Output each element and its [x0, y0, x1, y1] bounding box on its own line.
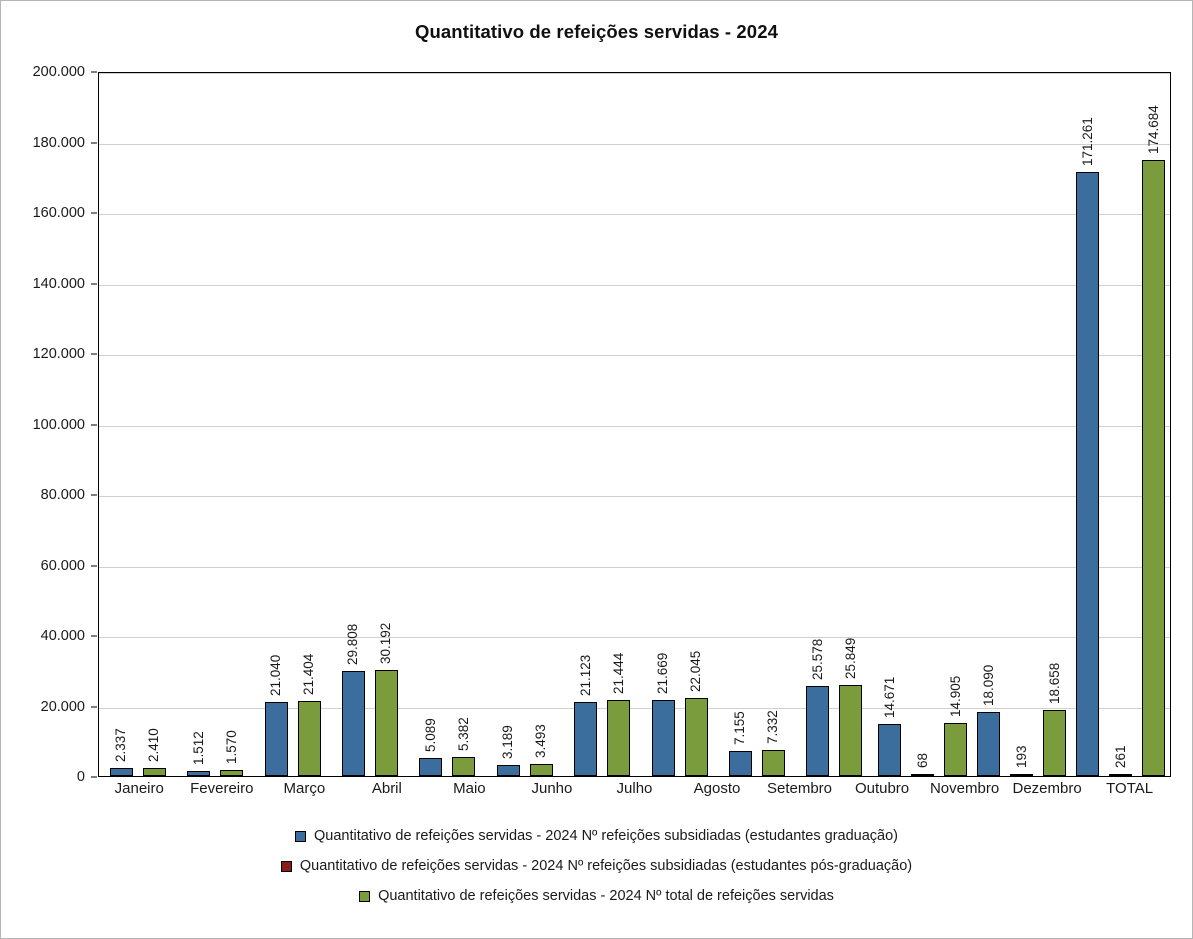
bar[interactable]	[806, 686, 829, 776]
bar[interactable]	[1109, 774, 1132, 776]
bar-item[interactable]	[911, 73, 934, 776]
x-axis-tick-label: TOTAL	[1106, 780, 1154, 797]
bar-item[interactable]	[652, 73, 675, 776]
bar-item[interactable]	[497, 73, 520, 776]
bar-value-label: 171.261	[1079, 117, 1095, 167]
x-axis-tick-label: Outubro	[854, 780, 910, 797]
bar-value-label: 7.155	[732, 710, 748, 745]
y-axis-tick-label: 60.000	[40, 557, 85, 574]
y-axis-tick-label: 200.000	[32, 64, 85, 80]
bar-item[interactable]	[878, 73, 901, 776]
bar-value-label: 3.493	[533, 723, 549, 758]
y-axis-tick-mark	[91, 777, 97, 778]
bar-item[interactable]	[1010, 73, 1033, 776]
bar-item[interactable]	[1076, 73, 1099, 776]
x-axis-tick-label: Janeiro	[114, 780, 164, 797]
bar[interactable]	[452, 757, 475, 776]
bar-value-label: 30.192	[378, 622, 394, 664]
bar-group	[718, 73, 795, 776]
y-axis-tick-label: 160.000	[32, 205, 85, 221]
bar-value-label: 21.669	[655, 652, 671, 694]
legend-swatch	[359, 891, 370, 902]
bar[interactable]	[1010, 774, 1033, 776]
bar-item[interactable]	[574, 73, 597, 776]
bar-value-label: 1.512	[190, 730, 206, 765]
bar-group	[99, 73, 176, 776]
y-axis-tick-mark	[91, 495, 97, 496]
bar-item[interactable]	[419, 73, 442, 776]
y-axis-tick-label: 80.000	[40, 487, 85, 503]
bar-value-label: 261	[1112, 745, 1128, 768]
x-axis-tick-label: Setembro	[766, 780, 833, 797]
bar-value-label: 174.684	[1145, 105, 1161, 155]
bar[interactable]	[574, 702, 597, 776]
legend-swatch	[281, 861, 292, 872]
bar[interactable]	[839, 685, 862, 776]
bar-item[interactable]	[729, 73, 752, 776]
bar[interactable]	[110, 768, 133, 776]
bar-group	[1071, 73, 1170, 776]
bar[interactable]	[1142, 160, 1165, 776]
x-axis-tick-label: Maio	[453, 780, 486, 797]
plot-area	[98, 72, 1171, 777]
y-axis-tick-label: 20.000	[40, 698, 85, 715]
bar-value-label: 68	[914, 752, 930, 768]
bar-value-label: 14.905	[947, 676, 963, 718]
bar-item[interactable]	[220, 73, 243, 776]
bar-item[interactable]	[375, 73, 398, 776]
bar[interactable]	[977, 712, 1000, 776]
bar-value-label: 2.337	[113, 727, 129, 762]
bar-item[interactable]	[977, 73, 1000, 776]
bar-item[interactable]	[685, 73, 708, 776]
bar-group	[486, 73, 563, 776]
x-axis-tick-label: Julho	[616, 780, 653, 797]
bar[interactable]	[878, 724, 901, 776]
bar-value-label: 21.040	[268, 654, 284, 696]
bar-item[interactable]	[607, 73, 630, 776]
y-axis-tick-mark	[91, 213, 97, 214]
bar-group	[254, 73, 331, 776]
bar[interactable]	[652, 700, 675, 776]
bar-group	[176, 73, 253, 776]
bar-value-label: 25.578	[809, 638, 825, 680]
bar-item[interactable]	[944, 73, 967, 776]
bar-value-label: 22.045	[688, 651, 704, 693]
y-axis-tick-label: 140.000	[32, 275, 85, 292]
y-axis-tick-label: 180.000	[32, 134, 85, 151]
bar-value-label: 14.671	[881, 677, 897, 719]
bar-value-label: 18.658	[1046, 662, 1062, 705]
x-axis-tick-label: Abril	[371, 780, 402, 797]
bar-item[interactable]	[1043, 73, 1066, 776]
bar[interactable]	[187, 771, 210, 776]
bar-group	[563, 73, 640, 776]
bar-group	[409, 73, 486, 776]
legend-item[interactable]	[1, 821, 1192, 851]
bar[interactable]	[1043, 710, 1066, 776]
y-axis	[1, 64, 93, 785]
bar-group	[641, 73, 718, 776]
bar-group	[796, 73, 873, 776]
y-axis-tick-mark	[91, 636, 97, 637]
y-axis-tick-mark	[91, 142, 97, 143]
bar[interactable]	[530, 764, 553, 776]
chart-legend	[1, 821, 1192, 911]
y-axis-tick-mark	[91, 354, 97, 355]
bar[interactable]	[265, 702, 288, 776]
bar-groups	[99, 73, 1170, 776]
bar-value-label: 1.570	[223, 730, 239, 765]
bar-value-label: 21.444	[610, 653, 626, 695]
y-axis-tick-mark	[91, 565, 97, 566]
bar-item[interactable]	[1142, 73, 1165, 776]
y-axis-tick-mark	[91, 72, 97, 73]
bar-value-label: 7.332	[765, 710, 781, 745]
bar-item[interactable]	[342, 73, 365, 776]
bar-item[interactable]	[530, 73, 553, 776]
bar[interactable]	[342, 671, 365, 776]
y-axis-tick-label: 0	[76, 769, 85, 785]
bar-value-label: 29.808	[345, 623, 361, 665]
bar[interactable]	[762, 750, 785, 776]
bar-value-label: 18.090	[980, 664, 996, 707]
bar-group	[972, 73, 1071, 776]
bar[interactable]	[419, 758, 442, 776]
y-axis-tick-mark	[91, 283, 97, 284]
x-axis-tick-label: Agosto	[693, 780, 741, 797]
x-axis-tick-label: Março	[283, 780, 326, 797]
bar-value-label: 2.410	[146, 727, 162, 762]
x-axis-tick-label: Fevereiro	[190, 780, 254, 797]
x-axis-tick-label: Novembro	[929, 780, 1000, 797]
x-axis	[98, 780, 1171, 810]
bar[interactable]	[944, 723, 967, 776]
bar[interactable]	[911, 774, 934, 776]
bar-item[interactable]	[187, 73, 210, 776]
bar-group	[331, 73, 408, 776]
bar-value-label: 5.382	[455, 717, 471, 752]
bar[interactable]	[607, 700, 630, 776]
bar[interactable]	[375, 670, 398, 776]
legend-swatch	[295, 831, 306, 842]
y-axis-tick-mark	[91, 424, 97, 425]
y-axis-tick-label: 120.000	[32, 346, 85, 362]
bar-item[interactable]	[110, 73, 133, 776]
bar-item[interactable]	[265, 73, 288, 776]
bar-value-label: 193	[1013, 745, 1029, 768]
bar-value-label: 5.089	[422, 718, 438, 753]
y-axis-tick-label: 100.000	[32, 416, 85, 433]
legend-label: Quantitativo de refeições servidas - 2024 Nº refeições subsidiadas (estudantes pós-graduação)	[299, 858, 913, 874]
legend-label: Quantitativo de refeições servidas - 2024 Nº total de refeições servidas	[378, 888, 834, 904]
legend-label: Quantitativo de refeições servidas - 2024 Nº refeições subsidiadas (estudantes graduação)	[313, 828, 898, 844]
bar[interactable]	[220, 770, 243, 776]
bar-item[interactable]	[762, 73, 785, 776]
y-axis-tick-mark	[91, 706, 97, 707]
bar-value-label: 21.123	[577, 654, 593, 696]
bar[interactable]	[143, 768, 166, 776]
bar[interactable]	[1076, 172, 1099, 776]
bar-item[interactable]	[1109, 73, 1132, 776]
bar[interactable]	[298, 701, 321, 776]
bar[interactable]	[497, 765, 520, 776]
bar-group	[873, 73, 972, 776]
y-axis-tick-label: 40.000	[40, 628, 85, 644]
bar[interactable]	[729, 751, 752, 776]
bar-value-label: 25.849	[842, 637, 858, 679]
bar-item[interactable]	[452, 73, 475, 776]
bar-value-label: 21.404	[301, 653, 317, 695]
bar-item[interactable]	[839, 73, 862, 776]
legend-item[interactable]	[1, 881, 1192, 911]
x-axis-tick-label: Junho	[531, 780, 573, 797]
bar-item[interactable]	[298, 73, 321, 776]
bar[interactable]	[685, 698, 708, 776]
bar-value-label: 3.189	[500, 724, 516, 759]
x-axis-tick-label: Dezembro	[1012, 780, 1082, 797]
legend-item[interactable]	[1, 851, 1192, 881]
bar-item[interactable]	[143, 73, 166, 776]
bar-item[interactable]	[806, 73, 829, 776]
chart-title: Quantitativo de refeições servidas - 2024	[415, 21, 778, 42]
